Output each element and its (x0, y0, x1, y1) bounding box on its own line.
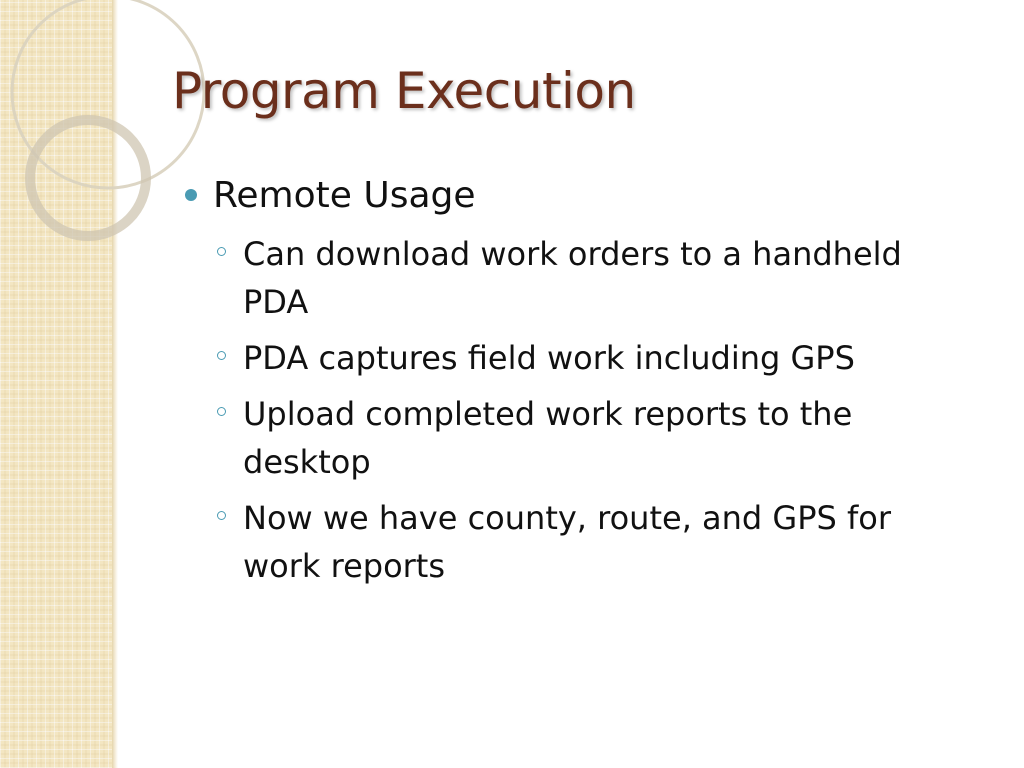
sub-bullet-item (185, 334, 965, 382)
decorative-rings (0, 0, 200, 260)
bullet-ring-icon (217, 351, 226, 360)
bullet-level1 (185, 172, 965, 220)
bullet-text: Remote Usage (213, 175, 476, 216)
sub-bullet-text: Can download work orders to a handheld PDA (243, 235, 902, 321)
bullet-dot-icon (185, 189, 197, 201)
slide-title: Program Execution (172, 62, 636, 120)
bullet-ring-icon (217, 511, 226, 520)
slide-content (185, 172, 965, 598)
sub-bullet-text: Upload completed work reports to the desktop (243, 395, 853, 481)
sub-bullet-item (185, 494, 965, 590)
sub-bullet-text: Now we have county, route, and GPS for work reports (243, 499, 891, 585)
sub-bullet-item (185, 230, 965, 326)
sub-bullet-item (185, 390, 965, 486)
sub-bullet-list (185, 230, 965, 590)
sub-bullet-text: PDA captures field work including GPS (243, 339, 855, 377)
ring-small (30, 120, 146, 236)
bullet-ring-icon (217, 407, 226, 416)
bullet-ring-icon (217, 247, 226, 256)
